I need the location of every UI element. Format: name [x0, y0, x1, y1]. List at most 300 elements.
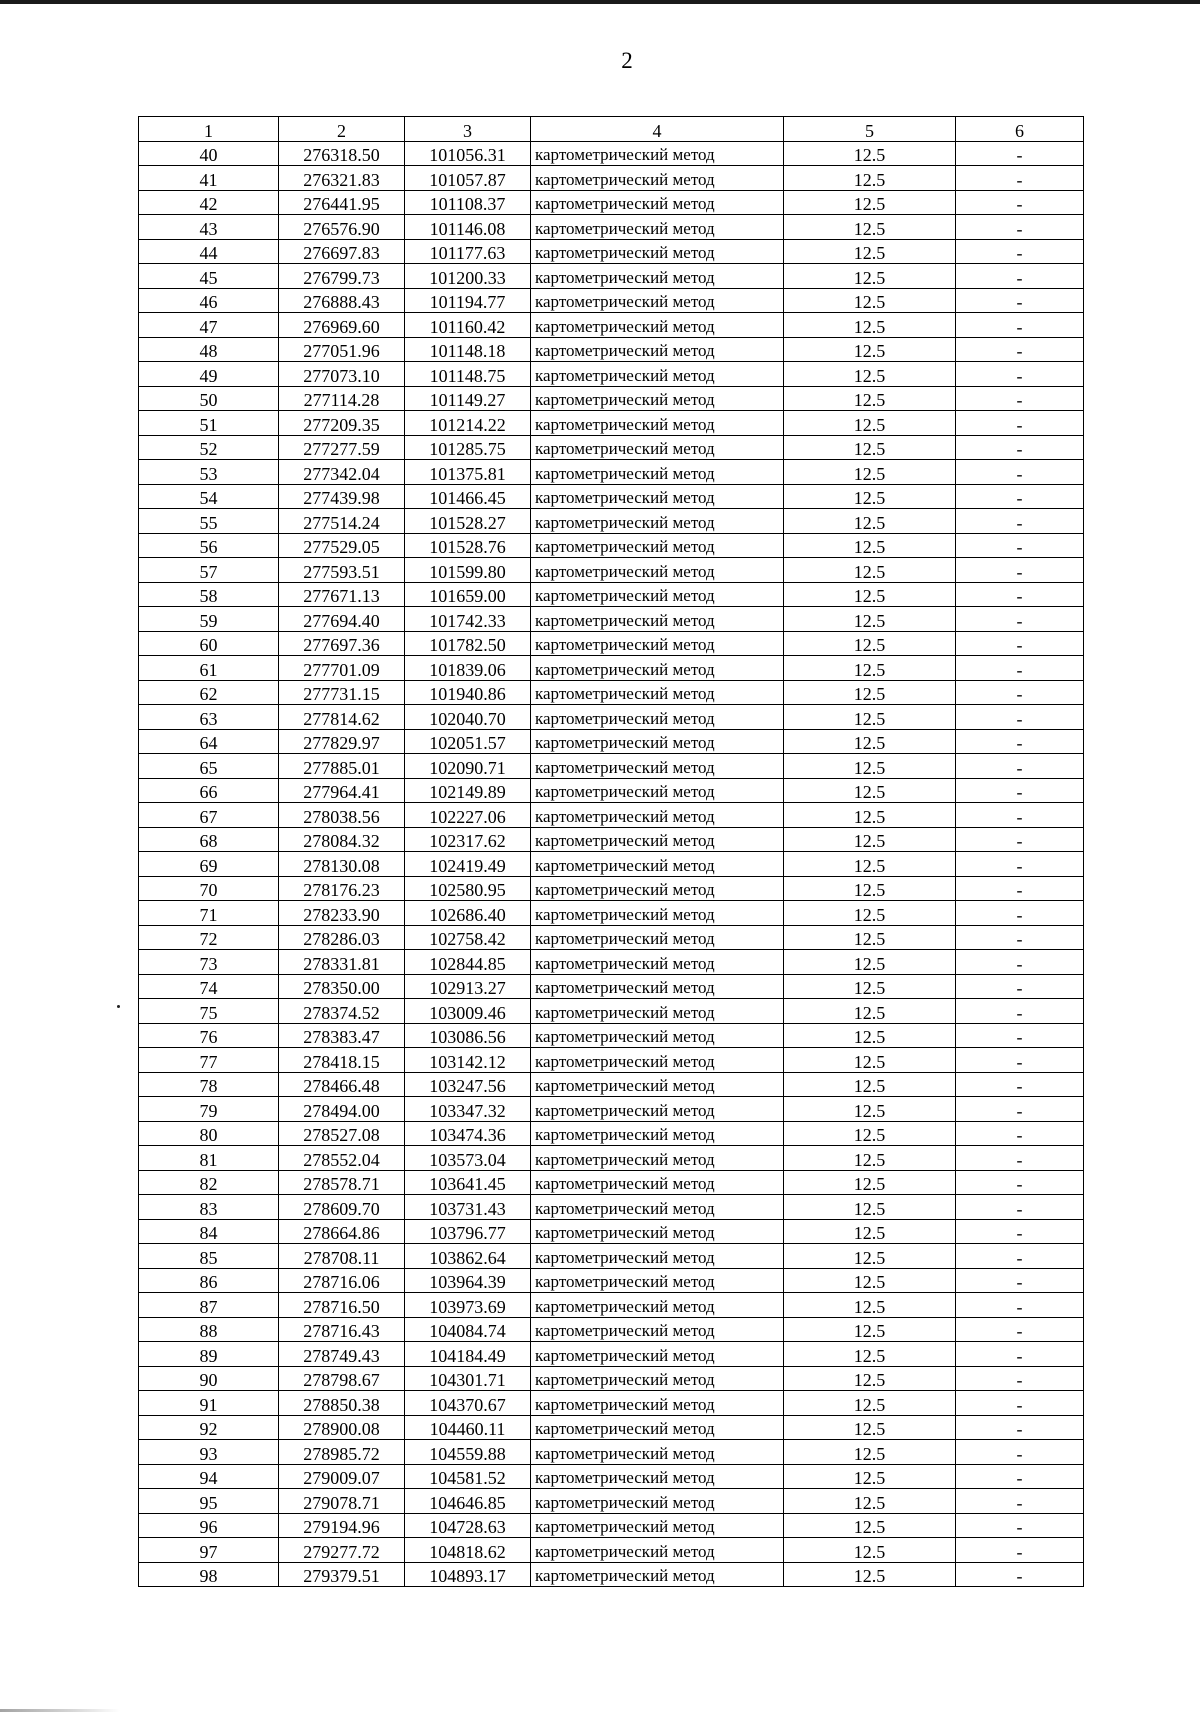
accuracy-cell: 12.5 — [784, 533, 956, 558]
description-cell: - — [956, 411, 1084, 436]
description-cell: - — [956, 1195, 1084, 1220]
accuracy-cell: 12.5 — [784, 1146, 956, 1171]
description-cell: - — [956, 778, 1084, 803]
x-coordinate-cell: 278749.43 — [279, 1342, 405, 1367]
x-coordinate-cell: 278350.00 — [279, 974, 405, 999]
table-row — [139, 313, 1084, 338]
y-coordinate-cell: 103247.56 — [405, 1072, 531, 1097]
method-cell: картометрический метод — [531, 1195, 784, 1220]
accuracy-cell: 12.5 — [784, 827, 956, 852]
table-row — [139, 876, 1084, 901]
x-coordinate-cell: 277073.10 — [279, 362, 405, 387]
x-coordinate-cell: 276321.83 — [279, 166, 405, 191]
point-number-cell: 41 — [139, 166, 279, 191]
description-cell: - — [956, 1146, 1084, 1171]
point-number-cell: 82 — [139, 1170, 279, 1195]
table-row — [139, 1244, 1084, 1269]
method-cell: картометрический метод — [531, 533, 784, 558]
point-number-cell: 70 — [139, 876, 279, 901]
method-cell: картометрический метод — [531, 337, 784, 362]
table-row — [139, 778, 1084, 803]
x-coordinate-cell: 277051.96 — [279, 337, 405, 362]
y-coordinate-cell: 102686.40 — [405, 901, 531, 926]
x-coordinate-cell: 278331.81 — [279, 950, 405, 975]
y-coordinate-cell: 102040.70 — [405, 705, 531, 730]
table-row — [139, 803, 1084, 828]
point-number-cell: 55 — [139, 509, 279, 534]
table-row — [139, 288, 1084, 313]
description-cell: - — [956, 1415, 1084, 1440]
accuracy-cell: 12.5 — [784, 656, 956, 681]
y-coordinate-cell: 102227.06 — [405, 803, 531, 828]
accuracy-cell: 12.5 — [784, 313, 956, 338]
y-coordinate-cell: 103142.12 — [405, 1048, 531, 1073]
x-coordinate-cell: 278708.11 — [279, 1244, 405, 1269]
point-number-cell: 80 — [139, 1121, 279, 1146]
point-number-cell: 90 — [139, 1366, 279, 1391]
point-number-cell: 53 — [139, 460, 279, 485]
table-row — [139, 754, 1084, 779]
point-number-cell: 79 — [139, 1097, 279, 1122]
method-cell: картометрический метод — [531, 1219, 784, 1244]
y-coordinate-cell: 102090.71 — [405, 754, 531, 779]
header-cell-method: 4 — [531, 117, 784, 142]
description-cell: - — [956, 239, 1084, 264]
table-row — [139, 435, 1084, 460]
method-cell: картометрический метод — [531, 1366, 784, 1391]
y-coordinate-cell: 102149.89 — [405, 778, 531, 803]
method-cell: картометрический метод — [531, 1170, 784, 1195]
accuracy-cell: 12.5 — [784, 239, 956, 264]
y-coordinate-cell: 101148.75 — [405, 362, 531, 387]
y-coordinate-cell: 101599.80 — [405, 558, 531, 583]
x-coordinate-cell: 278985.72 — [279, 1440, 405, 1465]
description-cell: - — [956, 754, 1084, 779]
accuracy-cell: 12.5 — [784, 631, 956, 656]
point-number-cell: 46 — [139, 288, 279, 313]
description-cell: - — [956, 386, 1084, 411]
scan-top-border — [0, 0, 1200, 4]
point-number-cell: 67 — [139, 803, 279, 828]
description-cell: - — [956, 901, 1084, 926]
x-coordinate-cell: 276576.90 — [279, 215, 405, 240]
point-number-cell: 40 — [139, 141, 279, 166]
header-cell-description: 6 — [956, 117, 1084, 142]
description-cell: - — [956, 1366, 1084, 1391]
accuracy-cell: 12.5 — [784, 190, 956, 215]
x-coordinate-cell: 278609.70 — [279, 1195, 405, 1220]
point-number-cell: 44 — [139, 239, 279, 264]
accuracy-cell: 12.5 — [784, 1072, 956, 1097]
y-coordinate-cell: 104301.71 — [405, 1366, 531, 1391]
y-coordinate-cell: 101057.87 — [405, 166, 531, 191]
y-coordinate-cell: 104728.63 — [405, 1513, 531, 1538]
point-number-cell: 84 — [139, 1219, 279, 1244]
point-number-cell: 88 — [139, 1317, 279, 1342]
x-coordinate-cell: 277701.09 — [279, 656, 405, 681]
method-cell: картометрический метод — [531, 1072, 784, 1097]
x-coordinate-cell: 277114.28 — [279, 386, 405, 411]
method-cell: картометрический метод — [531, 313, 784, 338]
method-cell: картометрический метод — [531, 1048, 784, 1073]
description-cell: - — [956, 803, 1084, 828]
description-cell: - — [956, 509, 1084, 534]
point-number-cell: 58 — [139, 582, 279, 607]
method-cell: картометрический метод — [531, 631, 784, 656]
method-cell: картометрический метод — [531, 852, 784, 877]
accuracy-cell: 12.5 — [784, 215, 956, 240]
y-coordinate-cell: 101194.77 — [405, 288, 531, 313]
table-row — [139, 999, 1084, 1024]
x-coordinate-cell: 276969.60 — [279, 313, 405, 338]
coordinates-table — [138, 116, 1084, 1587]
table-row — [139, 1317, 1084, 1342]
accuracy-cell: 12.5 — [784, 1023, 956, 1048]
accuracy-cell: 12.5 — [784, 925, 956, 950]
y-coordinate-cell: 104460.11 — [405, 1415, 531, 1440]
y-coordinate-cell: 103086.56 — [405, 1023, 531, 1048]
table-row — [139, 582, 1084, 607]
accuracy-cell: 12.5 — [784, 484, 956, 509]
method-cell: картометрический метод — [531, 1023, 784, 1048]
method-cell: картометрический метод — [531, 435, 784, 460]
method-cell: картометрический метод — [531, 166, 784, 191]
y-coordinate-cell: 101160.42 — [405, 313, 531, 338]
method-cell: картометрический метод — [531, 141, 784, 166]
table-row — [139, 264, 1084, 289]
description-cell: - — [956, 1048, 1084, 1073]
x-coordinate-cell: 277885.01 — [279, 754, 405, 779]
description-cell: - — [956, 215, 1084, 240]
y-coordinate-cell: 102758.42 — [405, 925, 531, 950]
description-cell: - — [956, 1121, 1084, 1146]
scan-bottom-smudge — [0, 1709, 120, 1712]
table-row — [139, 484, 1084, 509]
x-coordinate-cell: 278900.08 — [279, 1415, 405, 1440]
method-cell: картометрический метод — [531, 362, 784, 387]
point-number-cell: 76 — [139, 1023, 279, 1048]
point-number-cell: 98 — [139, 1562, 279, 1587]
point-number-cell: 74 — [139, 974, 279, 999]
table-row — [139, 852, 1084, 877]
description-cell: - — [956, 656, 1084, 681]
accuracy-cell: 12.5 — [784, 1170, 956, 1195]
y-coordinate-cell: 102844.85 — [405, 950, 531, 975]
table-row — [139, 411, 1084, 436]
y-coordinate-cell: 104184.49 — [405, 1342, 531, 1367]
accuracy-cell: 12.5 — [784, 558, 956, 583]
method-cell: картометрический метод — [531, 1391, 784, 1416]
y-coordinate-cell: 104646.85 — [405, 1489, 531, 1514]
description-cell: - — [956, 1219, 1084, 1244]
table-row — [139, 1562, 1084, 1587]
accuracy-cell: 12.5 — [784, 607, 956, 632]
y-coordinate-cell: 101466.45 — [405, 484, 531, 509]
accuracy-cell: 12.5 — [784, 876, 956, 901]
point-number-cell: 47 — [139, 313, 279, 338]
x-coordinate-cell: 277829.97 — [279, 729, 405, 754]
method-cell: картометрический метод — [531, 1562, 784, 1587]
accuracy-cell: 12.5 — [784, 288, 956, 313]
y-coordinate-cell: 104581.52 — [405, 1464, 531, 1489]
method-cell: картометрический метод — [531, 1440, 784, 1465]
accuracy-cell: 12.5 — [784, 460, 956, 485]
point-number-cell: 50 — [139, 386, 279, 411]
y-coordinate-cell: 104559.88 — [405, 1440, 531, 1465]
x-coordinate-cell: 278494.00 — [279, 1097, 405, 1122]
method-cell: картометрический метод — [531, 288, 784, 313]
description-cell: - — [956, 166, 1084, 191]
method-cell: картометрический метод — [531, 239, 784, 264]
accuracy-cell: 12.5 — [784, 778, 956, 803]
point-number-cell: 68 — [139, 827, 279, 852]
description-cell: - — [956, 876, 1084, 901]
method-cell: картометрический метод — [531, 656, 784, 681]
y-coordinate-cell: 102913.27 — [405, 974, 531, 999]
y-coordinate-cell: 103009.46 — [405, 999, 531, 1024]
table-row — [139, 1048, 1084, 1073]
y-coordinate-cell: 101839.06 — [405, 656, 531, 681]
table-row — [139, 558, 1084, 583]
method-cell: картометрический метод — [531, 411, 784, 436]
point-number-cell: 81 — [139, 1146, 279, 1171]
description-cell: - — [956, 582, 1084, 607]
point-number-cell: 57 — [139, 558, 279, 583]
description-cell: - — [956, 435, 1084, 460]
accuracy-cell: 12.5 — [784, 999, 956, 1024]
method-cell: картометрический метод — [531, 460, 784, 485]
table-row — [139, 386, 1084, 411]
accuracy-cell: 12.5 — [784, 509, 956, 534]
description-cell: - — [956, 1293, 1084, 1318]
x-coordinate-cell: 278716.43 — [279, 1317, 405, 1342]
y-coordinate-cell: 101940.86 — [405, 680, 531, 705]
accuracy-cell: 12.5 — [784, 1244, 956, 1269]
x-coordinate-cell: 277964.41 — [279, 778, 405, 803]
point-number-cell: 83 — [139, 1195, 279, 1220]
point-number-cell: 45 — [139, 264, 279, 289]
x-coordinate-cell: 278664.86 — [279, 1219, 405, 1244]
point-number-cell: 87 — [139, 1293, 279, 1318]
method-cell: картометрический метод — [531, 264, 784, 289]
table-header — [139, 117, 1084, 142]
method-cell: картометрический метод — [531, 215, 784, 240]
method-cell: картометрический метод — [531, 558, 784, 583]
table-row — [139, 607, 1084, 632]
method-cell: картометрический метод — [531, 974, 784, 999]
table-row — [139, 1170, 1084, 1195]
x-coordinate-cell: 278130.08 — [279, 852, 405, 877]
point-number-cell: 92 — [139, 1415, 279, 1440]
description-cell: - — [956, 1072, 1084, 1097]
x-coordinate-cell: 277209.35 — [279, 411, 405, 436]
accuracy-cell: 12.5 — [784, 264, 956, 289]
accuracy-cell: 12.5 — [784, 803, 956, 828]
y-coordinate-cell: 104084.74 — [405, 1317, 531, 1342]
method-cell: картометрический метод — [531, 705, 784, 730]
y-coordinate-cell: 103641.45 — [405, 1170, 531, 1195]
y-coordinate-cell: 103347.32 — [405, 1097, 531, 1122]
description-cell: - — [956, 631, 1084, 656]
x-coordinate-cell: 279078.71 — [279, 1489, 405, 1514]
point-number-cell: 54 — [139, 484, 279, 509]
accuracy-cell: 12.5 — [784, 141, 956, 166]
table-row — [139, 705, 1084, 730]
x-coordinate-cell: 278552.04 — [279, 1146, 405, 1171]
description-cell: - — [956, 1391, 1084, 1416]
y-coordinate-cell: 101149.27 — [405, 386, 531, 411]
description-cell: - — [956, 337, 1084, 362]
point-number-cell: 89 — [139, 1342, 279, 1367]
accuracy-cell: 12.5 — [784, 1219, 956, 1244]
y-coordinate-cell: 104370.67 — [405, 1391, 531, 1416]
y-coordinate-cell: 101528.76 — [405, 533, 531, 558]
table-row — [139, 974, 1084, 999]
description-cell: - — [956, 1244, 1084, 1269]
y-coordinate-cell: 103973.69 — [405, 1293, 531, 1318]
accuracy-cell: 12.5 — [784, 1317, 956, 1342]
y-coordinate-cell: 101146.08 — [405, 215, 531, 240]
y-coordinate-cell: 101108.37 — [405, 190, 531, 215]
y-coordinate-cell: 103474.36 — [405, 1121, 531, 1146]
x-coordinate-cell: 278716.50 — [279, 1293, 405, 1318]
description-cell: - — [956, 264, 1084, 289]
point-number-cell: 91 — [139, 1391, 279, 1416]
point-number-cell: 51 — [139, 411, 279, 436]
accuracy-cell: 12.5 — [784, 166, 956, 191]
x-coordinate-cell: 276799.73 — [279, 264, 405, 289]
x-coordinate-cell: 277814.62 — [279, 705, 405, 730]
description-cell: - — [956, 607, 1084, 632]
scan-speck — [117, 1005, 120, 1008]
point-number-cell: 72 — [139, 925, 279, 950]
description-cell: - — [956, 729, 1084, 754]
accuracy-cell: 12.5 — [784, 729, 956, 754]
x-coordinate-cell: 279009.07 — [279, 1464, 405, 1489]
method-cell: картометрический метод — [531, 190, 784, 215]
point-number-cell: 56 — [139, 533, 279, 558]
header-row — [139, 117, 1084, 142]
y-coordinate-cell: 103862.64 — [405, 1244, 531, 1269]
x-coordinate-cell: 278084.32 — [279, 827, 405, 852]
table-row — [139, 1293, 1084, 1318]
accuracy-cell: 12.5 — [784, 411, 956, 436]
table-body — [139, 141, 1084, 1587]
accuracy-cell: 12.5 — [784, 754, 956, 779]
table-row — [139, 1489, 1084, 1514]
description-cell: - — [956, 1489, 1084, 1514]
description-cell: - — [956, 533, 1084, 558]
x-coordinate-cell: 279277.72 — [279, 1538, 405, 1563]
method-cell: картометрический метод — [531, 386, 784, 411]
description-cell: - — [956, 950, 1084, 975]
method-cell: картометрический метод — [531, 778, 784, 803]
x-coordinate-cell: 278527.08 — [279, 1121, 405, 1146]
table-row — [139, 190, 1084, 215]
description-cell: - — [956, 1342, 1084, 1367]
table-row — [139, 337, 1084, 362]
point-number-cell: 63 — [139, 705, 279, 730]
x-coordinate-cell: 278176.23 — [279, 876, 405, 901]
x-coordinate-cell: 278466.48 — [279, 1072, 405, 1097]
method-cell: картометрический метод — [531, 901, 784, 926]
table-row — [139, 166, 1084, 191]
description-cell: - — [956, 925, 1084, 950]
x-coordinate-cell: 277593.51 — [279, 558, 405, 583]
header-cell-point-number: 1 — [139, 117, 279, 142]
point-number-cell: 62 — [139, 680, 279, 705]
table-row — [139, 1097, 1084, 1122]
point-number-cell: 94 — [139, 1464, 279, 1489]
method-cell: картометрический метод — [531, 754, 784, 779]
x-coordinate-cell: 277694.40 — [279, 607, 405, 632]
table-row — [139, 1023, 1084, 1048]
x-coordinate-cell: 277342.04 — [279, 460, 405, 485]
accuracy-cell: 12.5 — [784, 680, 956, 705]
table-row — [139, 1219, 1084, 1244]
point-number-cell: 43 — [139, 215, 279, 240]
y-coordinate-cell: 103964.39 — [405, 1268, 531, 1293]
table-row — [139, 1146, 1084, 1171]
description-cell: - — [956, 1317, 1084, 1342]
accuracy-cell: 12.5 — [784, 705, 956, 730]
method-cell: картометрический метод — [531, 1146, 784, 1171]
description-cell: - — [956, 288, 1084, 313]
point-number-cell: 65 — [139, 754, 279, 779]
table-row — [139, 533, 1084, 558]
description-cell: - — [956, 827, 1084, 852]
point-number-cell: 96 — [139, 1513, 279, 1538]
y-coordinate-cell: 101200.33 — [405, 264, 531, 289]
method-cell: картометрический метод — [531, 1489, 784, 1514]
table-row — [139, 1072, 1084, 1097]
x-coordinate-cell: 278374.52 — [279, 999, 405, 1024]
point-number-cell: 61 — [139, 656, 279, 681]
description-cell: - — [956, 852, 1084, 877]
table-row — [139, 1268, 1084, 1293]
x-coordinate-cell: 277439.98 — [279, 484, 405, 509]
method-cell: картометрический метод — [531, 1121, 784, 1146]
accuracy-cell: 12.5 — [784, 974, 956, 999]
accuracy-cell: 12.5 — [784, 1391, 956, 1416]
table-row — [139, 1464, 1084, 1489]
accuracy-cell: 12.5 — [784, 1415, 956, 1440]
method-cell: картометрический метод — [531, 925, 784, 950]
y-coordinate-cell: 103573.04 — [405, 1146, 531, 1171]
description-cell: - — [956, 680, 1084, 705]
x-coordinate-cell: 278850.38 — [279, 1391, 405, 1416]
accuracy-cell: 12.5 — [784, 1366, 956, 1391]
description-cell: - — [956, 1023, 1084, 1048]
method-cell: картометрический метод — [531, 1268, 784, 1293]
method-cell: картометрический метод — [531, 827, 784, 852]
point-number-cell: 93 — [139, 1440, 279, 1465]
point-number-cell: 78 — [139, 1072, 279, 1097]
y-coordinate-cell: 101285.75 — [405, 435, 531, 460]
description-cell: - — [956, 362, 1084, 387]
x-coordinate-cell: 278233.90 — [279, 901, 405, 926]
y-coordinate-cell: 101177.63 — [405, 239, 531, 264]
y-coordinate-cell: 101148.18 — [405, 337, 531, 362]
table-row — [139, 827, 1084, 852]
method-cell: картометрический метод — [531, 1513, 784, 1538]
table-row — [139, 215, 1084, 240]
method-cell: картометрический метод — [531, 950, 784, 975]
method-cell: картометрический метод — [531, 876, 784, 901]
point-number-cell: 77 — [139, 1048, 279, 1073]
point-number-cell: 86 — [139, 1268, 279, 1293]
y-coordinate-cell: 101056.31 — [405, 141, 531, 166]
